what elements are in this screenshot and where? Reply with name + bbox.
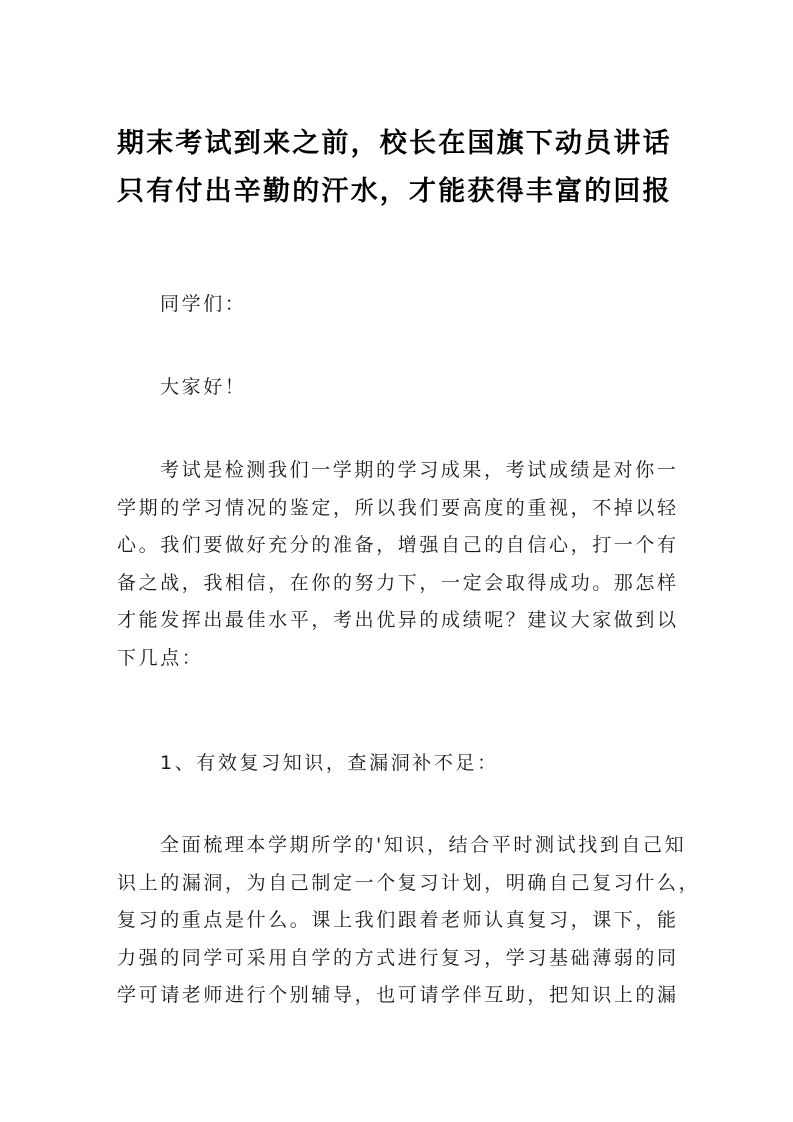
section-heading-1: [117, 745, 685, 783]
greeting-text: 同学们：: [160, 293, 247, 315]
paragraph-line: 考试是检测我们一学期的学习成果，考试成绩是对你一: [160, 459, 679, 481]
paragraph-line: 心。我们要做好充分的准备，增强自己的自信心，打一个有: [117, 534, 679, 556]
greeting: [117, 286, 685, 324]
paragraph-line: 学期的学习情况的鉴定，所以我们要高度的重视，不掉以轻: [117, 496, 679, 519]
paragraph-line: 下几点：: [117, 646, 204, 669]
paragraph-2: [117, 827, 701, 1015]
paragraph-1: [117, 452, 685, 677]
paragraph-line: 才能发挥出最佳水平，考出优异的成绩呢？建议大家做到以: [117, 609, 679, 631]
paragraph-line: 力强的同学可采用自学的方式进行复习，学习基础薄弱的同: [117, 946, 679, 969]
paragraph-line: 复习的重点是什么。课上我们跟着老师认真复习，课下，能: [117, 909, 679, 931]
document-title-line-1: 期末考试到来之前，校长在国旗下动员讲话: [117, 128, 672, 159]
paragraph-line: 全面梳理本学期所学的'知识，结合平时测试找到自己知: [160, 834, 687, 856]
salutation-text: 大家好！: [160, 376, 247, 398]
salutation: [117, 369, 685, 407]
document-title-line-2: 只有付出辛勤的汗水，才能获得丰富的回报: [117, 176, 672, 207]
paragraph-line: 学可请老师进行个别辅导，也可请学伴互助，把知识上的漏: [117, 984, 679, 1006]
section-heading-text: 1、有效复习知识，查漏洞补不足：: [160, 752, 499, 774]
paragraph-line: 备之战，我相信，在你的努力下，一定会取得成功。那怎样: [117, 571, 679, 594]
paragraph-line: 识上的漏洞，为自己制定一个复习计划，明确自己复习什么，: [117, 871, 701, 894]
